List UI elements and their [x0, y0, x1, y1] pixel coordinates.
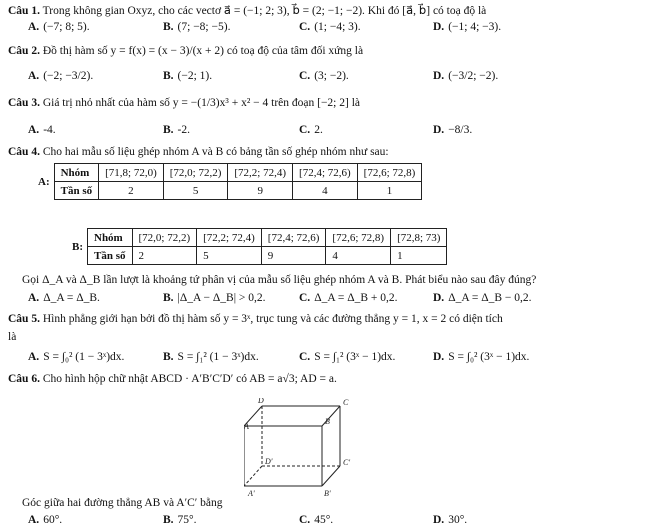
q5-option-c-key: C.: [299, 351, 311, 363]
q3-stem-line: [8, 97, 360, 109]
table-b-row-groups: [72, 229, 447, 247]
q5-option-c[interactable]: [299, 351, 395, 363]
q2-option-a-key: A.: [28, 70, 40, 82]
q5-option-b-key: B.: [163, 351, 174, 363]
q1-stem: Trong không gian Oxyz, cho các vectơ a⃗ = (−1; 2; 3), b⃗ = (2; −1; −2). Khi đó [a⃗, b⃗] có toạ độ là: [42, 5, 487, 17]
q2-option-c[interactable]: [299, 70, 349, 82]
q2-option-c-text: (3; −2).: [314, 70, 349, 82]
table-b-group-cell: [72,0; 72,2): [132, 229, 197, 247]
q3-option-a[interactable]: [28, 124, 56, 136]
table-b-row-freq: [72, 247, 447, 265]
table-b-group-cell: [72,6; 72,8): [326, 229, 391, 247]
q3-option-a-text: -4.: [43, 124, 56, 136]
q6-option-a[interactable]: [28, 514, 62, 526]
table-b-freq-cell: 5: [197, 247, 262, 265]
q5-option-d[interactable]: [433, 351, 529, 363]
vertex-label-a: A: [244, 422, 249, 431]
q6-option-b[interactable]: [163, 514, 197, 526]
table-a-freq-cell: 9: [228, 182, 293, 200]
q1-option-a-key: A.: [28, 21, 40, 33]
table-a-freq-cell: 1: [357, 182, 422, 200]
q6-option-d-key: D.: [433, 514, 445, 526]
q2-option-b-text: (−2; 1).: [177, 70, 213, 82]
q6-stem: Cho hình hộp chữ nhật ABCD · A′B′C′D′ có AB = a√3; AD = a.: [42, 373, 337, 385]
q4-option-b-key: B.: [163, 292, 174, 304]
q6-stem-line: [8, 373, 337, 385]
q3-option-a-key: A.: [28, 124, 40, 136]
table-a-row-freq: [38, 182, 422, 200]
q3-option-b[interactable]: [163, 124, 190, 136]
q6-option-a-text: 60°.: [43, 514, 63, 526]
q6-option-b-key: B.: [163, 514, 174, 526]
q2-option-d-text: (−3/2; −2).: [448, 70, 499, 82]
q4-option-c-text: Δ_A = Δ_B + 0,2.: [314, 292, 398, 304]
table-a-freq-cell: 4: [293, 182, 358, 200]
q5-option-d-text: S = ∫₀² (3ˣ − 1)dx.: [448, 351, 530, 363]
q3-option-b-key: B.: [163, 124, 174, 136]
q3-option-c-text: 2.: [314, 124, 323, 136]
q2-option-a[interactable]: [28, 70, 93, 82]
q1-option-a-text: (−7; 8; 5).: [43, 21, 90, 33]
edge-d1a1-hidden: [244, 466, 262, 486]
q1-option-b-key: B.: [163, 21, 174, 33]
table-b-freq-cell: 2: [132, 247, 197, 265]
rectangular-box-figure: [244, 398, 394, 498]
q1-option-d[interactable]: [433, 21, 501, 33]
table-b-freq-cell: 4: [326, 247, 391, 265]
table-a-group-header: Nhóm: [54, 164, 99, 182]
table-a-group-cell: [72,4; 72,6): [293, 164, 358, 182]
table-a-group-cell: [71,8; 72,0): [99, 164, 164, 182]
vertex-label-c1: C': [343, 458, 351, 467]
q3-option-d-key: D.: [433, 124, 445, 136]
q1-option-d-text: (−1; 4; −3).: [448, 21, 502, 33]
q5-stem-line: [8, 313, 503, 325]
q4-option-d[interactable]: [433, 292, 532, 304]
q4-option-a[interactable]: [28, 292, 100, 304]
q4-option-b-text: |Δ_A − Δ_B| > 0,2.: [177, 292, 266, 304]
vertex-label-b: B: [325, 417, 330, 426]
table-a-group-cell: [72,2; 72,4): [228, 164, 293, 182]
q4-stem: Cho hai mẫu số liệu ghép nhóm A và B có bảng tần số ghép nhóm như sau:: [42, 146, 389, 158]
table-a-row-groups: [38, 164, 422, 182]
q5-option-c-text: S = ∫₁² (3ˣ − 1)dx.: [314, 351, 396, 363]
q2-stem-line: [8, 45, 363, 57]
q4-option-c-key: C.: [299, 292, 311, 304]
q4-option-d-text: Δ_A = Δ_B − 0,2.: [448, 292, 532, 304]
q4-question: Gọi Δ_A và Δ_B lần lượt là khoảng tứ phân vị của mẫu số liệu ghép nhóm A và B. Phát biểu nào sau đây đúng?: [22, 274, 537, 286]
q4-option-d-key: D.: [433, 292, 445, 304]
q6-option-c-key: C.: [299, 514, 311, 526]
q3-option-c-key: C.: [299, 124, 311, 136]
table-a-name: A:: [38, 175, 50, 188]
table-b-group-header: Nhóm: [88, 229, 133, 247]
q6-option-c[interactable]: [299, 514, 333, 526]
q3-option-b-text: -2.: [177, 124, 191, 136]
q5-option-b[interactable]: [163, 351, 259, 363]
q5-label: Câu 5.: [8, 313, 40, 325]
vertex-label-a1: A': [248, 489, 255, 498]
table-b-group-cell: [72,4; 72,6): [261, 229, 326, 247]
table-b-freq-cell: 9: [261, 247, 326, 265]
q2-option-c-key: C.: [299, 70, 311, 82]
q4-option-c[interactable]: [299, 292, 398, 304]
table-b-group-cell: [72,8; 73): [391, 229, 447, 247]
q3-option-d[interactable]: [433, 124, 472, 136]
q3-stem: Giá trị nhỏ nhất của hàm số y = −(1/3)x³ + x² − 4 trên đoạn [−2; 2] là: [42, 97, 360, 109]
q1-label: Câu 1.: [8, 5, 40, 17]
q4-option-a-text: Δ_A = Δ_B.: [43, 292, 100, 304]
table-a-freq-cell: 5: [163, 182, 228, 200]
q5-stem-line2: là: [8, 331, 17, 343]
q5-option-b-text: S = ∫₁² (1 − 3ˣ)dx.: [177, 351, 259, 363]
table-b-name: B:: [72, 240, 83, 253]
q6-question: Góc giữa hai đường thẳng AB và A′C′ bằng: [22, 497, 223, 509]
q1-option-c-text: (1; −4; 3).: [314, 21, 361, 33]
q3-label: Câu 3.: [8, 97, 40, 109]
vertex-label-b1: B': [324, 489, 331, 498]
q6-option-d[interactable]: [433, 514, 467, 526]
q1-option-c[interactable]: [299, 21, 361, 33]
q5-option-a-text: S = ∫₀² (1 − 3ˣ)dx.: [43, 351, 125, 363]
q6-option-d-text: 30°.: [448, 514, 468, 526]
vertex-label-d: D: [258, 398, 264, 405]
q4-option-a-key: A.: [28, 292, 40, 304]
q1-option-b[interactable]: [163, 21, 230, 33]
vertex-label-c: C: [343, 398, 349, 407]
q2-option-d[interactable]: [433, 70, 498, 82]
q2-option-d-key: D.: [433, 70, 445, 82]
frequency-table-b: [72, 228, 447, 265]
q4-option-b[interactable]: [163, 292, 266, 304]
q6-label: Câu 6.: [8, 373, 40, 385]
q2-option-b-key: B.: [163, 70, 174, 82]
q6-option-a-key: A.: [28, 514, 40, 526]
q1-stem-line: [8, 3, 486, 17]
edge-b1c1: [322, 466, 340, 486]
q6-option-c-text: 45°.: [314, 514, 334, 526]
q1-option-d-key: D.: [433, 21, 445, 33]
q5-option-a-key: A.: [28, 351, 40, 363]
frequency-table-a: [38, 163, 422, 200]
q5-stem-line1: Hình phẳng giới hạn bởi đồ thị hàm số y = 3ˣ, trục tung và các đường thẳng y = 1, x = 2 có diện tích: [42, 313, 503, 325]
q4-stem-line: [8, 146, 389, 158]
table-b-freq-header: Tần số: [88, 247, 133, 265]
q2-option-a-text: (−2; −3/2).: [43, 70, 94, 82]
vertex-label-d1: D': [265, 457, 273, 466]
q5-option-a[interactable]: [28, 351, 124, 363]
table-a-freq-cell: 2: [99, 182, 164, 200]
q3-option-d-text: −8/3.: [448, 124, 473, 136]
table-b-group-cell: [72,2; 72,4): [197, 229, 262, 247]
q2-stem: Đồ thị hàm số y = f(x) = (x − 3)/(x + 2) có toạ độ của tâm đối xứng là: [42, 45, 364, 57]
table-a-group-cell: [72,6; 72,8): [357, 164, 422, 182]
q5-option-d-key: D.: [433, 351, 445, 363]
q1-option-a[interactable]: [28, 21, 90, 33]
q2-option-b[interactable]: [163, 70, 212, 82]
q1-option-c-key: C.: [299, 21, 311, 33]
q3-option-c[interactable]: [299, 124, 323, 136]
q1-option-b-text: (7; −8; −5).: [177, 21, 231, 33]
q4-label: Câu 4.: [8, 146, 40, 158]
table-b-freq-cell: 1: [391, 247, 447, 265]
table-a-freq-header: Tần số: [54, 182, 99, 200]
q2-label: Câu 2.: [8, 45, 40, 57]
table-a-group-cell: [72,0; 72,2): [163, 164, 228, 182]
q6-option-b-text: 75°.: [177, 514, 197, 526]
